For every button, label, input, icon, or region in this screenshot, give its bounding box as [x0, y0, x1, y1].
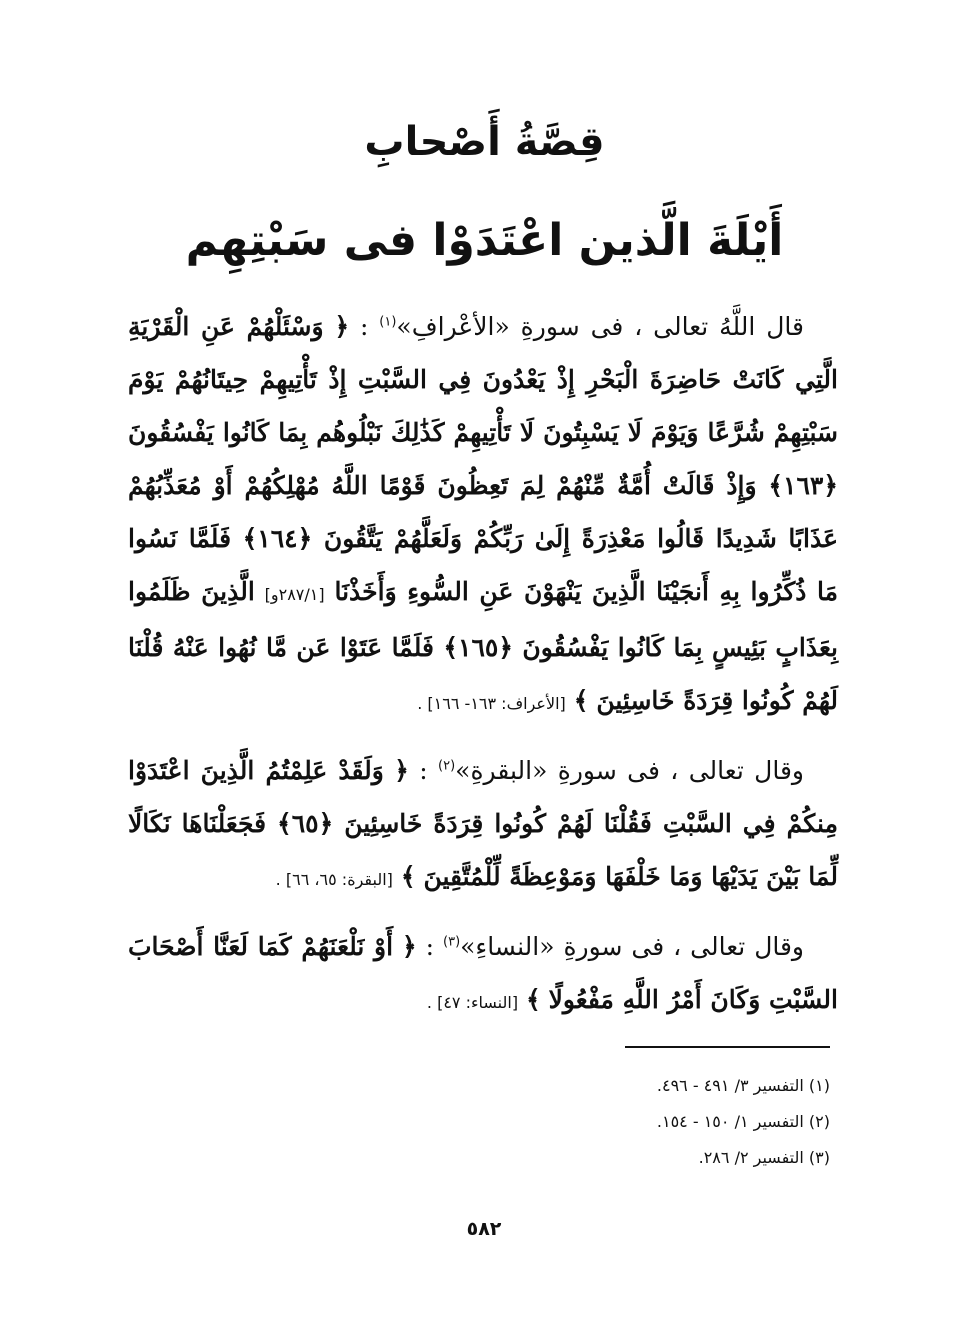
verse-close-bracket: ﴾ [573, 686, 589, 715]
quran-verse: وَلَقَدْ عَلِمْتُمُ الَّذِينَ اعْتَدَوْا مِنكُمْ فِي السَّبْتِ فَقُلْنَا لَهُمْ كُونُوا قِرَدَةً خَاسِئِينَ ﴿٦٥﴾ فَجَعَلْنَاهَا نَكَالًا لِّمَا بَيْنَ يَدَيْهَا وَمَا خَلْفَهَا وَمَوْعِظَةً لِّلْمُتَّقِينَ [128, 756, 838, 891]
paragraph-al-baqarah [128, 744, 838, 906]
inline-reference: [٢٨٧/١و] [264, 585, 325, 604]
footnote-2: (٢) التفسير ١/ ١٥٠ - ١٥٤. [656, 1112, 830, 1131]
page-number: ٥٨٢ [466, 1218, 502, 1240]
footnote-divider [625, 1046, 830, 1048]
separator: : [349, 312, 380, 341]
separator: : [408, 756, 439, 785]
page-title-line-2: أَيْلَةَ الَّذين اعْتَدَوْا فى سَبْتِهِم [185, 215, 784, 266]
footnote-marker: (٣) [443, 934, 461, 950]
verse-open-bracket: ﴿ [402, 932, 417, 961]
quran-verse-continued: الَّذِينَ ظَلَمُوا بِعَذَابٍ بَئِيسٍ بِمَا كَانُوا يَفْسُقُونَ ﴿١٦٥﴾ فَلَمَّا عَتَوْا عَن مَّا نُهُوا عَنْهُ قُلْنَا لَهُمْ كُونُوا قِرَدَةً خَاسِئِينَ [128, 577, 838, 715]
footnote-1: (١) التفسير ٣/ ٤٩١ - ٤٩٦. [656, 1076, 830, 1095]
verse-open-bracket: ﴿ [394, 756, 409, 785]
footnotes [400, 1068, 830, 1176]
surah-citation: [النساء: ٤٧] . [426, 993, 519, 1012]
verse-open-bracket: ﴿ [334, 312, 350, 341]
main-body [128, 300, 838, 1029]
intro-text: قال اللَّهُ تعالى ، فى سورةِ «الأعْرافِ» [396, 312, 804, 341]
quran-verse: أَوْ نَلْعَنَهُمْ كَمَا لَعَنَّا أَصْحَابَ السَّبْتِ وَكَانَ أَمْرُ اللَّهِ مَفْعُولًا [128, 932, 838, 1014]
surah-citation: [الأعراف: ١٦٣- ١٦٦] . [417, 694, 566, 713]
page-title-line-1: قِصَّةُ أَصْحابِ [364, 119, 605, 165]
verse-close-bracket: ﴾ [526, 985, 541, 1014]
footnote-3: (٣) التفسير ٢/ ٢٨٦. [698, 1148, 830, 1167]
footnote-marker: (٢) [438, 758, 456, 774]
paragraph-an-nisa [128, 920, 838, 1029]
verse-close-bracket: ﴾ [400, 862, 416, 891]
surah-citation: [البقرة: ٦٥، ٦٦] . [275, 870, 393, 889]
paragraph-al-araf [128, 300, 838, 730]
footnote-marker: (١) [379, 314, 397, 330]
intro-text: وقال تعالى ، فى سورةِ «البقرةِ» [455, 756, 804, 785]
quran-verse: وَسْئَلْهُمْ عَنِ الْقَرْيَةِ الَّتِي كَانَتْ حَاضِرَةَ الْبَحْرِ إِذْ يَعْدُونَ فِي السَّبْتِ إِذْ تَأْتِيهِمْ حِيتَانُهُمْ يَوْمَ سَبْتِهِمْ شُرَّعًا وَيَوْمَ لَا يَسْبِتُونَ لَا تَأْتِيهِمْ كَذَٰلِكَ نَبْلُوهُم بِمَا كَانُوا يَفْسُقُونَ ﴿١٦٣﴾ وَإِذْ قَالَتْ أُمَّةٌ مِّنْهُمْ لِمَ تَعِظُونَ قَوْمًا اللَّهُ مُهْلِكُهُمْ أَوْ مُعَذِّبُهُمْ عَذَابًا شَدِيدًا قَالُوا مَعْذِرَةً إِلَىٰ رَبِّكُمْ وَلَعَلَّهُمْ يَتَّقُونَ ﴿١٦٤﴾ فَلَمَّا نَسُوا مَا ذُكِّرُوا بِهِ أَنجَيْنَا الَّذِينَ يَنْهَوْنَ عَنِ السُّوءِ وَأَخَذْنَا [128, 312, 838, 606]
intro-text: وقال تعالى ، فى سورةِ «النساءِ» [460, 932, 804, 961]
separator: : [416, 932, 443, 961]
